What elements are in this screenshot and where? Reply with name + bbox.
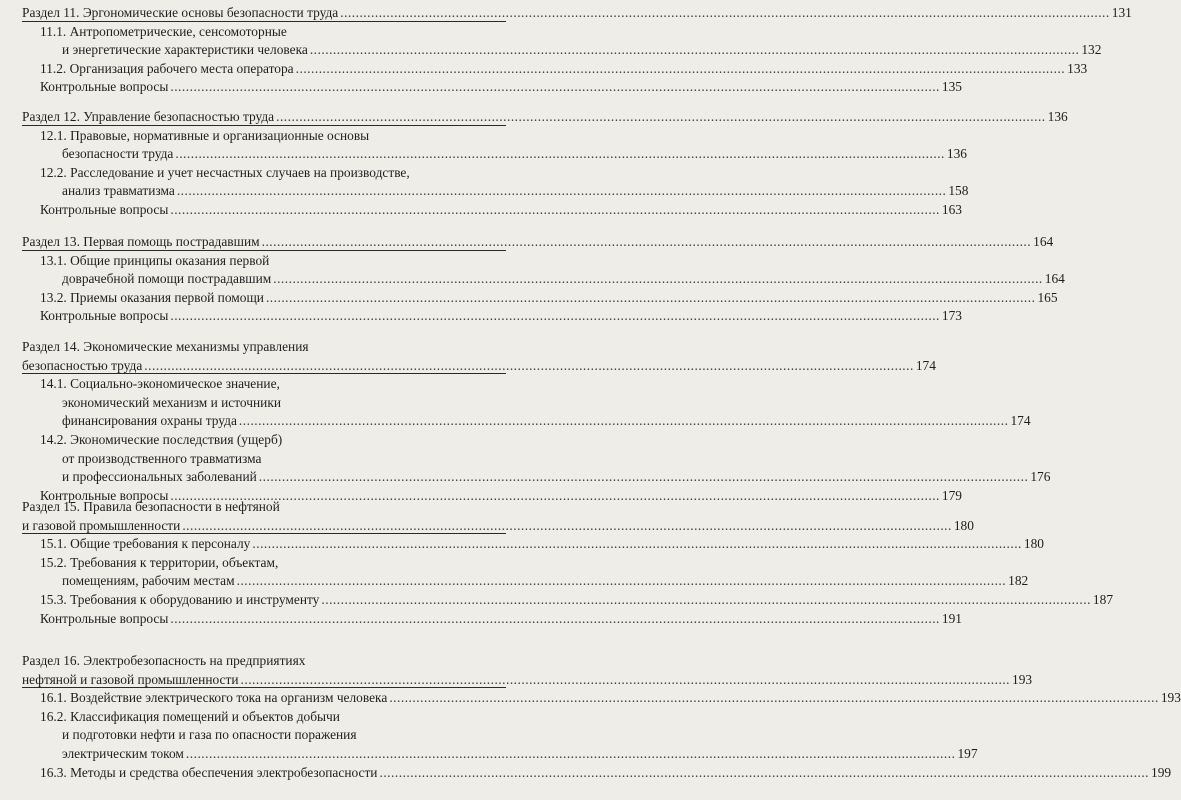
toc-page-number: 182 [1008,573,1029,589]
toc-entry[interactable] [0,375,1031,431]
toc-page-number: 179 [941,487,962,503]
toc-section-heading[interactable] [0,233,1054,252]
toc-page-number: 136 [1047,109,1068,124]
toc-entry[interactable] [0,708,978,764]
dot-leader: ........................................................................................................................................................................................................ [379,764,1150,780]
toc-entry-title: доврачебной помощи пострадавшим [62,271,272,287]
dot-leader: ........................................................................................................................................................................................................ [238,413,1009,429]
toc-page-number: 131 [1111,5,1132,20]
toc-page-number: 164 [1033,234,1054,249]
toc-entry-title: 11.2. Организация рабочего места оператора [40,60,294,76]
toc-entry-title: Раздел 16. Электробезопасность на предприятиях [22,653,306,668]
toc-page-number: 163 [941,202,962,217]
section-heading-rule [22,125,506,126]
toc-page-number: 135 [941,79,962,95]
toc-entry[interactable] [0,610,962,629]
dot-leader: ........................................................................................................................................................................................................ [170,79,940,95]
toc-page-number: 176 [1030,469,1051,485]
toc-section-heading[interactable] [0,338,936,375]
toc-entry-title: Контрольные вопросы [40,487,169,503]
toc-entry[interactable] [0,764,1172,783]
toc-entry-title: и профессиональных заболеваний [62,469,257,485]
toc-entry[interactable] [0,23,1102,60]
toc-entry-title: безопасностью труда [22,357,143,373]
toc-page-number: 158 [948,183,969,199]
toc-entry[interactable] [0,60,1088,79]
toc-section-heading[interactable] [0,108,1068,127]
toc-entry[interactable] [0,307,962,326]
toc-entry-title: анализ травматизма [62,183,175,199]
dot-leader: ........................................................................................................................................................................................................ [276,109,1046,124]
toc-page-number: 174 [1010,413,1031,429]
dot-leader: ........................................................................................................................................................................................................ [258,469,1029,485]
dot-leader: ........................................................................................................................................................................................................ [170,487,940,503]
toc-entry-title: и газовой промышленности [22,517,181,533]
dot-leader: ........................................................................................................................................................................................................ [261,234,1032,249]
toc-page-number: 164 [1044,271,1065,287]
section-heading-rule [22,533,506,534]
dot-leader: ........................................................................................................................................................................................................ [176,183,947,199]
toc-entry-title: 12.2. Расследование и учет несчастных случаев на производстве, [40,164,410,180]
dot-leader: ........................................................................................................................................................................................................ [295,60,1066,76]
toc-entry-title: 15.1. Общие требования к персоналу [40,536,251,552]
toc-entry-title: финансирования охраны труда [62,413,237,429]
toc-entry-title: Контрольные вопросы [40,308,169,324]
section-heading-rule [22,687,506,688]
dot-leader: ........................................................................................................................................................................................................ [389,690,1159,706]
toc-entry-title: 13.1. Общие принципы оказания первой [40,252,270,268]
dot-leader: ........................................................................................................................................................................................................ [170,202,940,217]
dot-leader: ........................................................................................................................................................................................................ [170,610,940,626]
toc-entry-title: 13.2. Приемы оказания первой помощи [40,289,264,305]
toc-page-number: 133 [1067,60,1088,76]
toc-entry-title: Контрольные вопросы [40,202,169,217]
toc-entry-title: 16.3. Методы и средства обеспечения электробезопасности [40,764,378,780]
toc-page-number: 180 [953,517,974,533]
toc-entry-title: 16.2. Классификация помещений и объектов добычи [40,708,340,724]
dot-leader: ........................................................................................................................................................................................................ [309,42,1080,58]
toc-entry-title: безопасности труда [62,146,174,162]
toc-page-number: 187 [1092,592,1114,607]
toc-page-number: 193 [1012,671,1033,687]
toc-entry[interactable] [0,164,969,201]
toc-page-number: 132 [1081,42,1102,58]
toc-page-number: 193 [1160,690,1181,706]
dot-leader: ........................................................................................................................................................................................................ [185,745,956,761]
toc-section-heading[interactable] [0,4,1132,23]
toc-entry-title: Контрольные вопросы [40,610,169,626]
toc-entry-title: Раздел 12. Управление безопасностью труда [22,109,275,124]
dot-leader: ........................................................................................................................................................................................................ [175,146,945,162]
toc-entry[interactable] [0,689,1181,708]
dot-leader: ........................................................................................................................................................................................................ [240,671,1011,687]
toc-entry-title: 15.2. Требования к территории, объектам, [40,554,279,570]
toc-entry[interactable] [0,289,1058,308]
toc-page-number: 197 [957,745,978,761]
dot-leader: ........................................................................................................................................................................................................ [252,536,1022,552]
toc-entry[interactable] [0,535,1044,554]
toc-entry-title: нефтяной и газовой промышленности [22,671,239,687]
toc-entry-title: 15.3. Требования к оборудованию и инструменту [40,592,320,607]
section-heading-rule [22,250,506,251]
toc-entry[interactable] [0,127,967,164]
toc-section-heading[interactable] [0,652,1033,689]
dot-leader: ........................................................................................................................................................................................................ [265,289,1036,305]
toc-page-number: 180 [1023,536,1044,552]
dot-leader: ........................................................................................................................................................................................................ [170,308,940,324]
toc-entry-title: электрическим током [62,745,184,761]
toc-entry-title: помещениям, рабочим местам [62,573,235,589]
toc-entry-title: экономический механизм и источники [62,394,281,410]
toc-entry-title: Раздел 14. Экономические механизмы управления [22,339,309,354]
toc-entry-title: от производственного травматизма [62,450,262,466]
toc-page-number: 165 [1037,289,1058,305]
toc-page-number: 136 [946,146,967,162]
toc-entry[interactable] [0,252,1065,289]
toc-entry-title: 14.2. Экономические последствия (ущерб) [40,432,283,447]
section-heading-rule [22,373,506,374]
toc-entry-title: 16.1. Воздействие электрического тока на организм человека [40,690,388,706]
toc-entry[interactable] [0,201,962,220]
toc-entry-title: Раздел 13. Первая помощь пострадавшим [22,234,260,249]
toc-page-number: 191 [941,610,962,626]
toc-page-number: 173 [941,308,962,324]
toc-page-number: 199 [1151,764,1172,780]
dot-leader: ........................................................................................................................................................................................................ [273,271,1043,287]
toc-entry-title: 11.1. Антропометрические, сенсомоторные [40,23,287,39]
toc-entry-title: Раздел 15. Правила безопасности в нефтяной [22,499,280,514]
dot-leader: ........................................................................................................................................................................................................ [340,5,1110,20]
toc-section-heading[interactable] [0,498,974,535]
toc-entry-title: Контрольные вопросы [40,79,169,95]
toc-entry[interactable] [0,431,1051,487]
toc-entry[interactable] [0,554,1029,591]
toc-entry-title: и энергетические характеристики человека [62,42,308,58]
dot-leader: ........................................................................................................................................................................................................ [144,357,914,373]
toc-page-number: 174 [915,357,936,373]
dot-leader: ........................................................................................................................................................................................................ [236,573,1007,589]
toc-entry[interactable] [0,591,1114,610]
dot-leader: ........................................................................................................................................................................................................ [182,517,952,533]
section-heading-rule [22,21,506,22]
toc-entry[interactable] [0,78,962,97]
toc-entry-title: и подготовки нефти и газа по опасности поражения [62,727,357,743]
toc-entry-title: 12.1. Правовые, нормативные и организационные основы [40,127,370,143]
toc-entry-title: 14.1. Социально-экономическое значение, [40,376,280,392]
dot-leader: ........................................................................................................................................................................................................ [321,592,1091,607]
toc-entry-title: Раздел 11. Эргономические основы безопасности труда [22,5,339,20]
